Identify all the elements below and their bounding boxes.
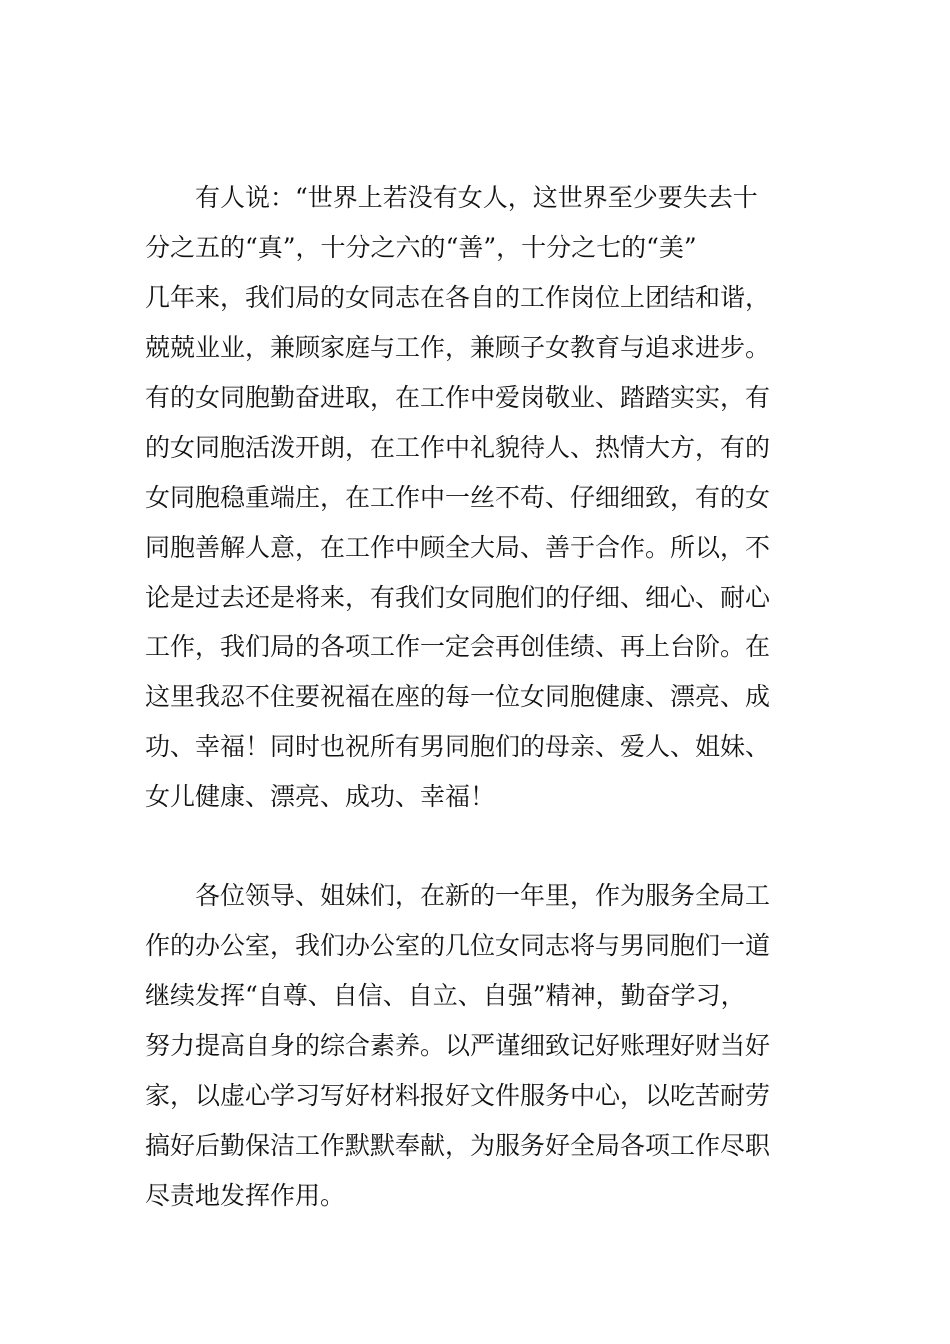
- paragraph-line: 几年来，我们局的女同志在各自的工作岗位上团结和谐，: [145, 283, 771, 312]
- paragraph-line: 女儿健康、漂亮、成功、幸福！: [145, 782, 496, 811]
- paragraph-line: 兢兢业业，兼顾家庭与工作，兼顾子女教育与追求进步。: [145, 333, 771, 362]
- paragraph-line: 尽责地发挥作用。: [145, 1181, 346, 1210]
- paragraph-line: 论是过去还是将来，有我们女同胞们的仔细、细心、耐心: [145, 583, 771, 612]
- paragraph-line: 的女同胞活泼开朗，在工作中礼貌待人、热情大方，有的: [145, 433, 771, 462]
- paragraph-line: 有的女同胞勤奋进取，在工作中爱岗敬业、踏踏实实，有: [145, 383, 771, 412]
- paragraph-line: 分之五的“真”，十分之六的“善”，十分之七的“美”: [145, 233, 697, 262]
- paragraph-line: 各位领导、姐妹们，在新的一年里，作为服务全局工: [195, 881, 771, 910]
- paragraph-line: 工作，我们局的各项工作一定会再创佳绩、再上台阶。在: [145, 632, 771, 661]
- paragraph-line: 有人说：“世界上若没有女人，这世界至少要失去十: [195, 183, 758, 212]
- paragraph-line: 这里我忍不住要祝福在座的每一位女同胞健康、漂亮、成: [145, 682, 771, 711]
- paragraph-line: 家，以虚心学习写好材料报好文件服务中心，以吃苦耐劳: [145, 1081, 771, 1110]
- paragraph-line: 作的办公室，我们办公室的几位女同志将与男同胞们一道: [145, 931, 771, 960]
- paragraph-line: 功、幸福！同时也祝所有男同胞们的母亲、爱人、姐妹、: [145, 732, 771, 761]
- paragraph-line: 搞好后勤保洁工作默默奉献，为服务好全局各项工作尽职: [145, 1131, 771, 1160]
- paragraph-line: 同胞善解人意，在工作中顾全大局、善于合作。所以，不: [145, 533, 771, 562]
- paragraph-line: 努力提高自身的综合素养。以严谨细致记好账理好财当好: [145, 1031, 771, 1060]
- paragraph-line: 继续发挥“自尊、自信、自立、自强”精神，勤奋学习，: [145, 981, 746, 1010]
- paragraph-line: 女同胞稳重端庄，在工作中一丝不苟、仔细细致，有的女: [145, 483, 771, 512]
